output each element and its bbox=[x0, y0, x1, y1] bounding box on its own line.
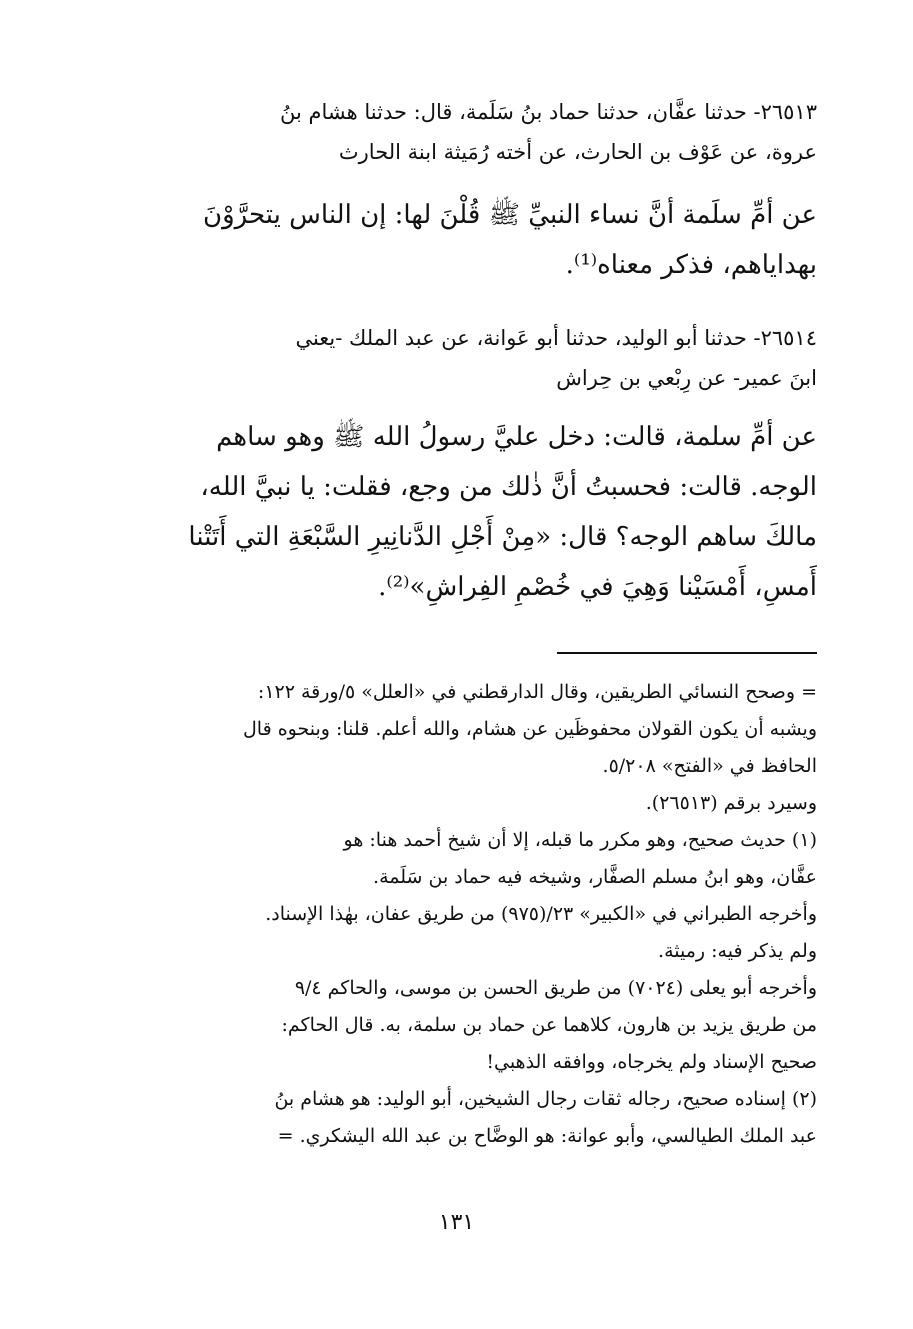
hadith-26513-text bbox=[97, 190, 817, 290]
matn-line: عن أمِّ سلَمة أنَّ نساء النبيِّ ﷺ قُلْنَ لها: إن الناس يتحرَّوْنَ bbox=[203, 200, 817, 230]
footnote-line: (٢) إسناده صحيح، رجاله ثقات رجال الشيخين، أبو الوليد: هو هشام بنُ bbox=[274, 1088, 817, 1110]
footnote-2 bbox=[97, 1081, 817, 1155]
footnote-separator bbox=[557, 652, 817, 654]
footnote-1 bbox=[97, 822, 817, 896]
hadith-26514-text bbox=[97, 412, 817, 612]
page-number: ١٣١ bbox=[438, 1210, 475, 1235]
footnote-line: = وصحح النسائي الطريقين، وقال الدارقطني في «العلل» ٥/ورقة ١٢٢: bbox=[257, 681, 817, 703]
footnote-line: (١) حديث صحيح، وهو مكرر ما قبله، إلا أن شيخ أحمد هنا: هو bbox=[343, 829, 817, 851]
footnote-line: وأخرجه الطبراني في «الكبير» ٢٣/(٩٧٥) من طريق عفان، بهٰذا الإسناد. bbox=[265, 903, 817, 925]
footnote-line: الحافظ في «الفتح» ٥/٢٠٨. bbox=[602, 755, 817, 777]
matn-line: بهداياهم، فذكر معناه⁽¹⁾. bbox=[565, 250, 817, 280]
footnote-1-abu-yala bbox=[97, 970, 817, 1081]
matn-line: عن أمِّ سلمة، قالت: دخل عليَّ رسولُ الله ﷺ وهو ساهم bbox=[216, 422, 817, 452]
chain-line: عروة، عن عَوْف بن الحارث، عن أخته رُمَيثة ابنة الحارث bbox=[338, 140, 817, 164]
footnote-continuation bbox=[97, 674, 817, 785]
footnote-cross-reference bbox=[97, 785, 817, 822]
footnote-line: صحيح الإسناد ولم يخرجاه، ووافقه الذهبي! bbox=[486, 1051, 817, 1073]
hadith-26514-chain bbox=[97, 318, 817, 398]
footnote-1-tabarani bbox=[97, 896, 817, 970]
chain-line: ٢٦٥١٤- حدثنا أبو الوليد، حدثنا أبو عَوانة، عن عبد الملك -يعني bbox=[295, 326, 817, 350]
hadith-26513-chain bbox=[97, 92, 817, 172]
matn-line: مالكَ ساهم الوجه؟ قال: «مِنْ أَجْلِ الدَّنانِيرِ السَّبْعَةِ التي أَتَتْنا bbox=[188, 522, 817, 552]
footnote-line: ويشبه أن يكون القولان محفوظَين عن هشام، والله أعلم. قلنا: وبنحوه قال bbox=[243, 718, 817, 740]
chain-line: ٢٦٥١٣- حدثنا عفَّان، حدثنا حماد بنُ سَلَمة، قال: حدثنا هشام بنُ bbox=[280, 100, 817, 124]
footnote-line: وسيرد برقم (٢٦٥١٣). bbox=[645, 792, 817, 814]
footnote-line: عبد الملك الطيالسي، وأبو عوانة: هو الوضَّاح بن عبد الله اليشكري. = bbox=[277, 1125, 817, 1147]
footnotes bbox=[97, 674, 817, 1155]
footnote-line: من طريق يزيد بن هارون، كلاهما عن حماد بن سلمة، به. قال الحاكم: bbox=[281, 1014, 817, 1036]
matn-line: أَمسِ، أَمْسَيْنا وَهِيَ في خُصْمِ الفِراشِ»⁽²⁾. bbox=[378, 572, 817, 602]
footnote-line: وأخرجه أبو يعلى (٧٠٢٤) من طريق الحسن بن موسى، والحاكم ٩/٤ bbox=[294, 977, 817, 999]
footnote-line: ولم يذكر فيه: رميثة. bbox=[658, 940, 817, 962]
matn-line: الوجه. قالت: فحسبتُ أنَّ ذٰلك من وجع، فقلت: يا نبيَّ الله، bbox=[200, 472, 817, 502]
chain-line: ابنَ عمير- عن رِبْعي بن حِراش bbox=[556, 366, 817, 390]
footnote-line: عفَّان، وهو ابنُ مسلم الصفَّار، وشيخه فيه حماد بن سَلَمة. bbox=[373, 866, 817, 888]
